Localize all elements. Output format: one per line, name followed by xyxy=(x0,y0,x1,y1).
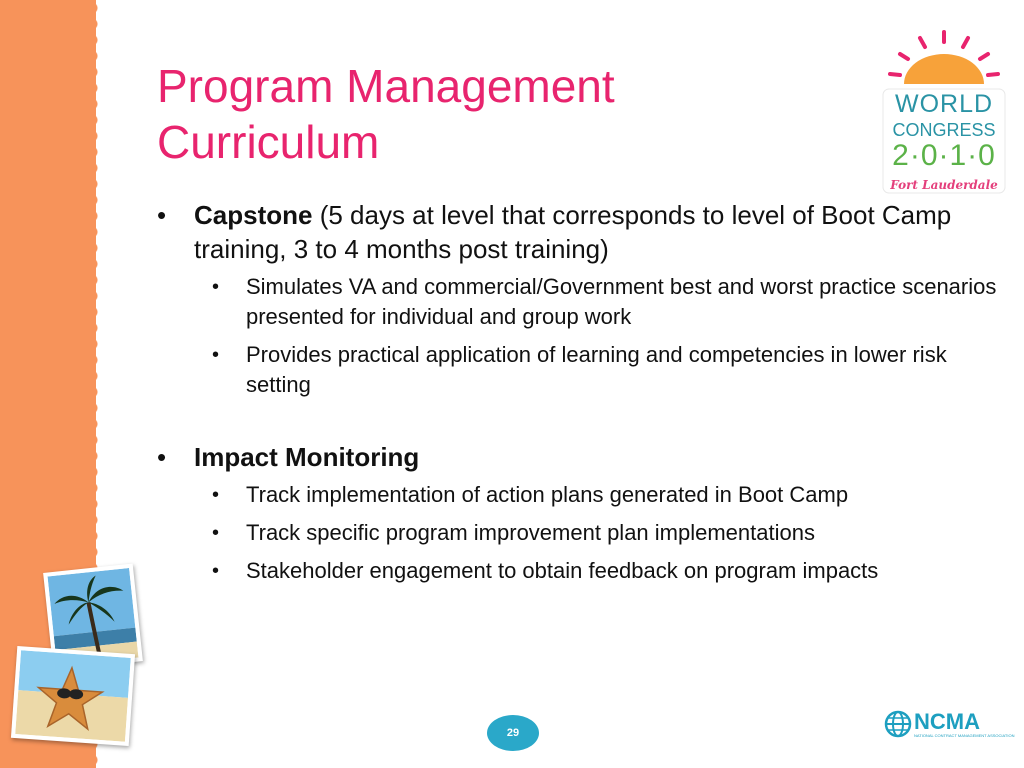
starfish-photo xyxy=(11,646,135,746)
starfish-icon xyxy=(15,650,131,741)
bullet-dot: • xyxy=(212,484,220,506)
bullet-dot: • xyxy=(157,200,167,230)
sub-bullet-text: Track specific program improvement plan implementations xyxy=(246,520,815,545)
page-number-badge: 29 xyxy=(487,715,539,751)
bullet-impact-monitoring xyxy=(157,440,997,586)
sub-bullet xyxy=(194,518,997,548)
slide-title xyxy=(157,58,615,170)
logo-world: WORLD xyxy=(894,90,994,118)
bullet-dot: • xyxy=(212,560,220,582)
sub-bullet xyxy=(194,340,997,400)
title-line-2: Curriculum xyxy=(157,116,380,168)
title-line-1: Program Management xyxy=(157,60,615,112)
world-congress-logo xyxy=(880,28,1008,198)
bullet-text xyxy=(194,442,419,472)
sub-bullet-text: Simulates VA and commercial/Government best and worst practice scenarios presented for individual and group work xyxy=(246,274,997,329)
sub-bullet-text: Track implementation of action plans generated in Boot Camp xyxy=(246,482,849,507)
bullet-dot: • xyxy=(212,276,220,298)
sun-icon xyxy=(880,28,1008,94)
ncma-tagline: NATIONAL CONTRACT MANAGEMENT ASSOCIATION xyxy=(914,733,1015,738)
sub-bullet xyxy=(194,556,997,586)
logo-city: Fort Lauderdale xyxy=(890,178,998,192)
bullet-text xyxy=(194,200,951,264)
sub-bullet xyxy=(194,272,997,332)
logo-year: 2·0·1·0 xyxy=(892,139,996,172)
sub-list xyxy=(194,480,997,586)
bullet-detail: (5 days at level that corresponds to level of Boot Camp training, 3 to 4 months post training) xyxy=(194,200,952,264)
bullet-heading: Impact Monitoring xyxy=(194,442,420,472)
bullet-dot: • xyxy=(212,344,220,366)
bullet-heading: Capstone xyxy=(194,200,313,230)
ncma-wordmark: NCMA xyxy=(914,709,980,734)
sub-list xyxy=(194,272,997,400)
sub-bullet xyxy=(194,480,997,510)
globe-icon xyxy=(884,710,912,738)
bullet-capstone xyxy=(157,198,997,400)
bullet-dot: • xyxy=(212,522,220,544)
bullet-list xyxy=(157,198,997,594)
bullet-dot: • xyxy=(157,442,167,472)
sub-bullet-text: Provides practical application of learning and competencies in lower risk setting xyxy=(246,342,947,397)
ncma-logo xyxy=(884,708,1015,742)
sub-bullet-text: Stakeholder engagement to obtain feedback on program impacts xyxy=(246,558,879,583)
logo-congress: CONGRESS xyxy=(892,120,996,140)
